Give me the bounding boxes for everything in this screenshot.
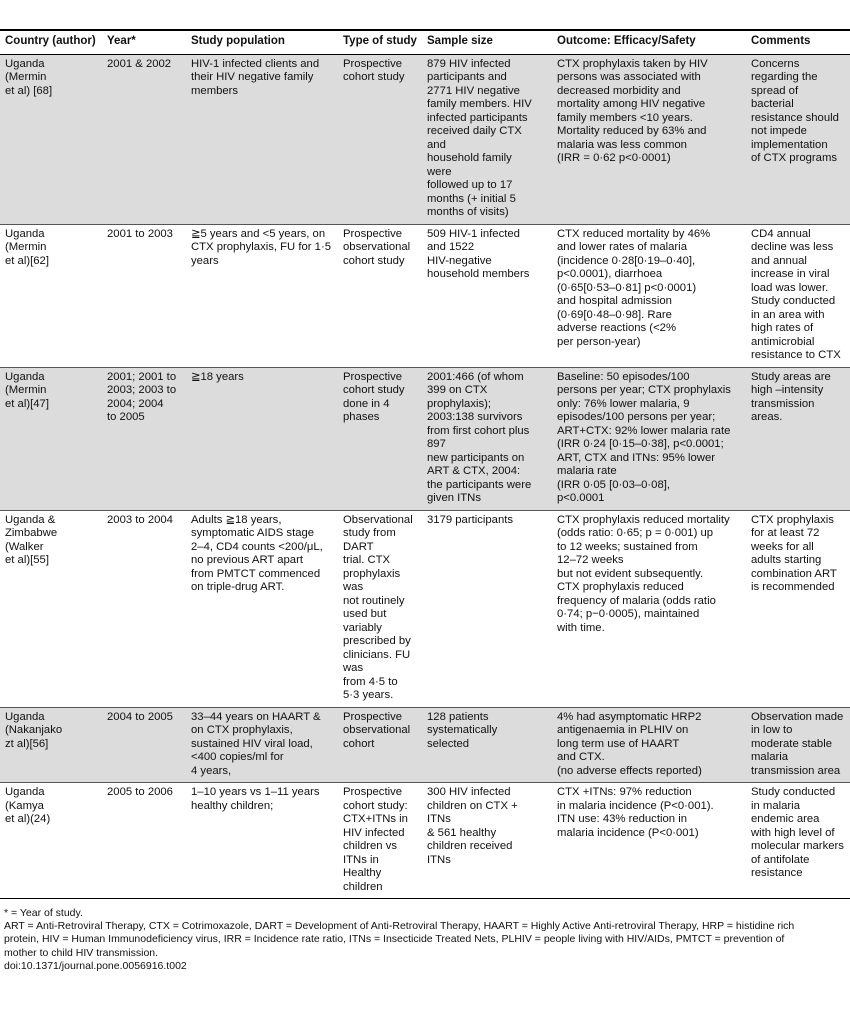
cell-line: cohort: [343, 737, 375, 750]
footnote-year: * = Year of study.: [4, 907, 83, 919]
cell-population: [186, 224, 338, 367]
cell-line: and annual: [751, 254, 807, 267]
cell-line: episodes/100 persons per year;: [557, 411, 716, 423]
cell-line: 2771 HIV negative: [427, 84, 520, 97]
doi-text: doi:10.1371/journal.pone.0056916.t002: [4, 959, 187, 972]
cell-line: p<0.0001: [557, 492, 605, 504]
cell-line: malaria was less common: [557, 138, 687, 151]
cell-line: sustained HIV viral load,: [191, 737, 313, 750]
cell-line: of CTX programs: [751, 152, 838, 164]
cell-line: 2004; 2004: [107, 397, 164, 410]
cell-line: HIV-1 infected clients and: [191, 57, 320, 70]
cell-line: in an area with: [751, 308, 825, 321]
cell-line: Mortality reduced by 63% and: [557, 125, 707, 137]
cell-line: (Mermin: [5, 384, 47, 396]
cell-line: members: [191, 84, 239, 97]
cell-line: 5·3 years.: [343, 689, 394, 701]
cell-line: et al)[62]: [5, 254, 49, 267]
cell-country: [0, 224, 102, 367]
cell-line: 33–44 years on HAART &: [191, 710, 321, 723]
cell-line: cohort study: [343, 71, 405, 83]
cell-line: HIV-negative: [427, 254, 492, 267]
cell-line: et al)[47]: [5, 397, 49, 410]
cell-line: 4% had asymptomatic HRP2: [557, 710, 702, 723]
cell-line: not impede: [751, 125, 807, 137]
cell-line: mortality among HIV negative: [557, 98, 706, 110]
cell-line: phases: [343, 411, 380, 423]
cell-line: participants and: [427, 71, 507, 83]
cell-line: CTX prophylaxis, FU for 1·5: [191, 241, 331, 253]
cell-line: weeks for all: [751, 540, 814, 553]
cell-line: months of visits): [427, 206, 509, 218]
cell-year: [102, 367, 186, 510]
cell-outcome: [552, 510, 746, 707]
header-type: Type of study: [338, 31, 422, 54]
table-row: [0, 707, 850, 783]
cell-line: Uganda: [5, 370, 45, 383]
cell-line: were: [427, 165, 452, 178]
table-footnotes: [0, 899, 850, 973]
cell-line: Observation made: [751, 710, 844, 723]
cell-line: regarding the: [751, 71, 818, 83]
cell-line: months (+ initial 5: [427, 192, 516, 205]
cell-line: observational: [343, 724, 411, 736]
cell-line: 2003:138 survivors: [427, 411, 523, 423]
cell-year: [102, 224, 186, 367]
cell-line: ART, CTX and ITNs: 95% lower: [557, 451, 716, 464]
cell-comments: [746, 510, 850, 707]
table-row: [0, 54, 850, 224]
cell-year: [102, 510, 186, 707]
cell-line: 509 HIV-1 infected: [427, 227, 520, 240]
cell-sample: [422, 783, 552, 899]
cell-line: 12–72 weeks: [557, 554, 624, 566]
cell-line: malaria: [751, 751, 789, 763]
cell-population: [186, 54, 338, 224]
header-outcome: Outcome: Efficacy/Safety: [552, 31, 746, 54]
cell-line: ART & CTX, 2004:: [427, 465, 521, 477]
cell-line: is recommended: [751, 581, 835, 593]
cell-line: and 1522: [427, 241, 475, 253]
cell-line: 2005 to 2006: [107, 786, 173, 798]
cell-year: [102, 707, 186, 783]
cell-line: CTX +ITNs: 97% reduction: [557, 786, 692, 798]
cell-line: given ITNs: [427, 492, 481, 504]
cell-line: transmission area: [751, 764, 841, 777]
header-sample: Sample size: [422, 31, 552, 54]
cell-line: (Walker: [5, 540, 44, 553]
cell-line: Baseline: 50 episodes/100: [557, 370, 690, 383]
cell-line: load was lower.: [751, 281, 829, 294]
cell-line: p<0.0001), diarrhoea: [557, 268, 663, 280]
header-population: Study population: [186, 31, 338, 54]
cell-country: [0, 510, 102, 707]
cell-type: [338, 707, 422, 783]
header-year: Year*: [102, 31, 186, 54]
table-row: [0, 510, 850, 707]
cell-line: from PMTCT commenced: [191, 567, 321, 580]
cell-line: healthy children;: [191, 799, 274, 812]
cell-line: Zimbabwe: [5, 527, 58, 539]
cell-line: 399 on CTX: [427, 384, 488, 396]
cell-type: [338, 224, 422, 367]
header-country: Country (author): [0, 31, 102, 54]
cell-outcome: [552, 783, 746, 899]
cell-line: endemic area: [751, 813, 820, 825]
cell-line: combination ART: [751, 567, 837, 580]
cell-year: [102, 783, 186, 899]
cell-line: Study areas are: [751, 370, 831, 383]
cell-line: to 12 weeks; sustained from: [557, 540, 698, 553]
cell-outcome: [552, 224, 746, 367]
cell-line: CTX prophylaxis taken by HIV: [557, 57, 708, 70]
cell-line: zt al)[56]: [5, 737, 49, 750]
cell-comments: [746, 367, 850, 510]
cell-line: et al) [68]: [5, 84, 53, 97]
cell-line: antimicrobial: [751, 335, 815, 348]
cell-line: 2001:466 (of whom: [427, 370, 524, 383]
cell-line: frequency of malaria (odds ratio: [557, 594, 716, 607]
cell-line: et al)[55]: [5, 554, 49, 566]
cell-line: observational: [343, 241, 411, 253]
cell-line: moderate stable: [751, 737, 833, 750]
cell-line: (IRR 0·05 [0·03–0·08],: [557, 478, 671, 491]
cell-line: Uganda: [5, 786, 45, 798]
header-row: [0, 31, 850, 54]
cell-line: resistance to CTX: [751, 349, 841, 361]
cell-line: symptomatic AIDS stage: [191, 527, 315, 539]
cell-line: ITNs: [427, 853, 451, 866]
cell-population: [186, 707, 338, 783]
cell-line: Uganda &: [5, 513, 56, 526]
cell-line: prophylaxis);: [427, 397, 492, 410]
cell-line: CTX+ITNs in: [343, 813, 408, 825]
footnote-abbreviations-1: ART = Anti-Retroviral Therapy, CTX = Cotrimoxazole, DART = Development of Anti-Retroviral Therapy, HAART = Highly Active Anti-retroviral Therapy, HRP = histidine rich: [4, 920, 795, 933]
cell-line: and lower rates of malaria: [557, 241, 687, 253]
cell-comments: [746, 707, 850, 783]
cell-line: Concerns: [751, 57, 800, 70]
cell-line: persons per year; CTX prophylaxis: [557, 384, 731, 396]
cell-outcome: [552, 367, 746, 510]
cell-line: bacterial: [751, 98, 794, 110]
cell-line: (odds ratio: 0·65; p = 0·001) up: [557, 527, 714, 539]
cell-line: not routinely: [343, 594, 405, 607]
cell-line: selected: [427, 737, 470, 750]
cell-line: Uganda: [5, 57, 45, 70]
cell-line: ITNs in: [343, 853, 379, 866]
cell-type: [338, 510, 422, 707]
cell-line: transmission: [751, 397, 815, 410]
cell-type: [338, 367, 422, 510]
cell-population: [186, 367, 338, 510]
cell-line: (Mermin: [5, 241, 47, 253]
cell-population: [186, 783, 338, 899]
cell-line: family members. HIV: [427, 98, 532, 110]
cell-line: Study conducted: [751, 295, 836, 307]
cell-country: [0, 54, 102, 224]
cell-line: children on CTX +: [427, 799, 518, 812]
cell-line: malaria rate: [557, 465, 617, 477]
cell-line: (IRR 0·24 [0·15–0·38], p<0.0001;: [557, 438, 724, 450]
cell-line: 2001; 2001 to: [107, 370, 177, 383]
cell-line: ≧5 years and <5 years, on: [191, 227, 326, 240]
cell-line: cohort study: [343, 254, 405, 267]
cell-line: 300 HIV infected: [427, 786, 511, 798]
cell-line: ART+CTX: 92% lower malaria rate: [557, 424, 731, 437]
study-table: [0, 31, 850, 899]
cell-line: CTX prophylaxis reduced: [557, 581, 684, 593]
cell-line: (0·69[0·48–0·98]. Rare: [557, 308, 672, 321]
cell-line: received daily CTX: [427, 125, 522, 137]
cell-line: 128 patients: [427, 710, 489, 723]
cell-line: in malaria: [751, 799, 800, 812]
cell-line: antigenaemia in PLHIV on: [557, 724, 689, 736]
cell-line: ITN use: 43% reduction in: [557, 813, 687, 825]
cell-line: <400 copies/ml for: [191, 751, 284, 763]
cell-line: 0·74; p−0·0005), maintained: [557, 608, 700, 620]
cell-line: clinicians. FU was: [343, 648, 411, 674]
cell-line: & 561 healthy: [427, 826, 497, 839]
cell-line: per person-year): [557, 335, 641, 348]
cell-line: followed up to 17: [427, 179, 513, 191]
cell-line: with high level of: [751, 826, 835, 839]
table-body: [0, 54, 850, 899]
cell-line: (no adverse effects reported): [557, 764, 702, 777]
cell-line: ITNs: [427, 813, 451, 825]
cell-line: used but: [343, 608, 387, 620]
header-comments: Comments: [746, 31, 850, 54]
cell-line: children received: [427, 840, 513, 852]
table-row: [0, 783, 850, 899]
table-row: [0, 224, 850, 367]
cell-line: 4 years,: [191, 764, 232, 777]
cell-line: 3179 participants: [427, 513, 514, 526]
cell-line: adults starting: [751, 554, 822, 566]
cell-line: malaria incidence (P<0·001): [557, 826, 699, 839]
cell-line: (incidence 0·28[0·19–0·40],: [557, 254, 696, 267]
cell-line: variably: [343, 621, 382, 634]
cell-line: systematically: [427, 724, 498, 736]
cell-country: [0, 707, 102, 783]
cell-line: Prospective: [343, 57, 403, 70]
cell-line: from 4·5 to: [343, 675, 398, 688]
cell-line: and hospital admission: [557, 295, 672, 307]
cell-line: (IRR = 0·62 p<0·0001): [557, 152, 671, 164]
cell-line: CTX prophylaxis: [751, 513, 834, 526]
cell-line: cohort study:: [343, 799, 408, 812]
cell-line: Adults ≧18 years,: [191, 513, 282, 526]
cell-comments: [746, 54, 850, 224]
cell-line: on CTX prophylaxis,: [191, 724, 293, 736]
cell-sample: [422, 707, 552, 783]
table-row: [0, 367, 850, 510]
cell-line: decreased morbidity and: [557, 84, 681, 97]
cell-line: but not evident subsequently.: [557, 567, 704, 580]
cell-line: Uganda: [5, 227, 45, 240]
cell-line: children vs: [343, 840, 397, 852]
cell-line: infected participants: [427, 111, 528, 124]
cell-line: 2001 & 2002: [107, 57, 172, 70]
cell-sample: [422, 367, 552, 510]
cell-line: of antifolate: [751, 853, 810, 866]
cell-line: done in 4: [343, 397, 390, 410]
cell-line: resistance: [751, 867, 803, 879]
cell-line: (Kamya: [5, 799, 44, 812]
cell-outcome: [552, 707, 746, 783]
cell-comments: [746, 783, 850, 899]
cell-line: the participants were: [427, 478, 532, 491]
cell-line: HIV infected: [343, 826, 405, 839]
cell-line: CD4 annual: [751, 227, 811, 240]
cell-line: prophylaxis was: [343, 567, 401, 593]
cell-line: persons was associated with: [557, 71, 701, 83]
cell-line: only: 76% lower malaria, 9: [557, 397, 690, 410]
cell-sample: [422, 510, 552, 707]
cell-line: Uganda: [5, 710, 45, 723]
cell-line: on triple-drug ART.: [191, 581, 285, 593]
cell-line: family members <10 years.: [557, 111, 693, 124]
cell-line: 879 HIV infected: [427, 57, 511, 70]
cell-line: prescribed by: [343, 635, 411, 647]
cell-line: 2003; 2003 to: [107, 384, 177, 396]
cell-line: 2001 to 2003: [107, 227, 173, 240]
cell-line: (Nakanjako: [5, 724, 63, 736]
cell-line: cohort study: [343, 384, 405, 396]
cell-line: CTX reduced mortality by 46%: [557, 227, 711, 240]
cell-line: study from DART: [343, 527, 396, 553]
cell-line: Prospective: [343, 786, 403, 798]
cell-line: their HIV negative family: [191, 71, 314, 83]
cell-line: 2003 to 2004: [107, 513, 173, 526]
cell-line: CTX prophylaxis reduced mortality: [557, 513, 730, 526]
cell-outcome: [552, 54, 746, 224]
footnote-abbreviations-2: protein, HIV = Human Immunodeficiency virus, IRR = Incidence rate ratio, ITNs = Insecticide Treated Nets, PLHIV = people living with HIV/AIDs, PMTCT = prevention of: [4, 933, 785, 946]
footnote-abbreviations-3: mother to child HIV transmission.: [4, 946, 159, 959]
cell-line: trial. CTX: [343, 554, 391, 566]
cell-type: [338, 54, 422, 224]
cell-line: increase in viral: [751, 268, 830, 280]
cell-line: and: [427, 138, 446, 151]
cell-line: household family: [427, 152, 512, 164]
cell-line: no previous ART apart: [191, 554, 303, 566]
cell-line: Healthy children: [343, 867, 383, 893]
table-page: [0, 29, 850, 973]
cell-line: years: [191, 254, 219, 267]
cell-line: in malaria incidence (P<0·001).: [557, 799, 714, 812]
cell-line: for at least 72: [751, 527, 820, 539]
cell-line: (Mermin: [5, 71, 47, 83]
cell-line: high –intensity: [751, 384, 824, 396]
cell-line: implementation: [751, 138, 828, 151]
cell-line: high rates of: [751, 322, 814, 334]
cell-line: spread of: [751, 84, 799, 97]
cell-sample: [422, 224, 552, 367]
cell-country: [0, 367, 102, 510]
cell-country: [0, 783, 102, 899]
cell-line: (0·65[0·53–0·81] p<0·0001): [557, 281, 697, 294]
cell-line: areas.: [751, 411, 783, 423]
cell-line: household members: [427, 268, 530, 280]
cell-line: adverse reactions (<2%: [557, 322, 676, 334]
cell-line: Study conducted: [751, 786, 836, 798]
cell-line: with time.: [557, 621, 605, 634]
cell-line: molecular markers: [751, 840, 844, 852]
cell-line: long term use of HAART: [557, 737, 680, 750]
cell-line: in low to: [751, 724, 793, 736]
cell-line: Prospective: [343, 370, 403, 383]
cell-line: 1–10 years vs 1–11 years: [191, 786, 320, 798]
cell-line: from first cohort plus: [427, 424, 530, 437]
cell-sample: [422, 54, 552, 224]
cell-line: 2–4, CD4 counts <200/μL,: [191, 540, 323, 553]
cell-line: Observational: [343, 513, 413, 526]
cell-line: 2004 to 2005: [107, 710, 173, 723]
cell-line: to 2005: [107, 411, 145, 423]
cell-line: and CTX.: [557, 751, 605, 763]
cell-line: new participants on: [427, 451, 525, 464]
cell-line: Prospective: [343, 227, 403, 240]
cell-comments: [746, 224, 850, 367]
cell-line: ≧18 years: [191, 370, 244, 383]
cell-line: resistance should: [751, 111, 839, 124]
cell-line: decline was less: [751, 241, 834, 253]
cell-population: [186, 510, 338, 707]
cell-type: [338, 783, 422, 899]
cell-line: 897: [427, 438, 446, 450]
cell-line: Prospective: [343, 710, 403, 723]
cell-line: et al)(24): [5, 813, 51, 825]
cell-year: [102, 54, 186, 224]
